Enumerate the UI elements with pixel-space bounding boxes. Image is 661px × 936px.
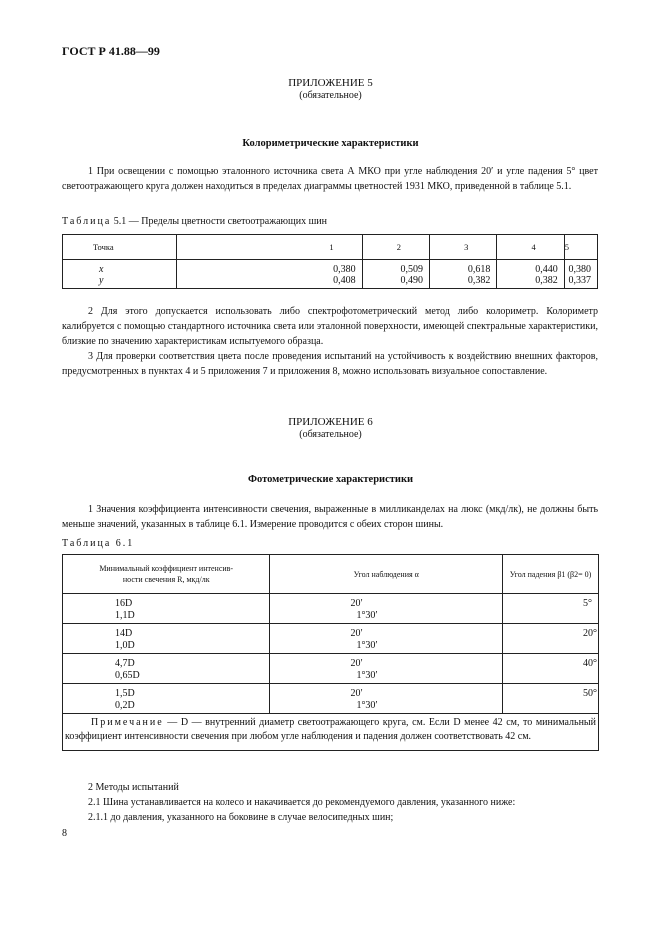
point-3-values: 0,618 0,382: [430, 260, 497, 289]
incidence-angle-cell: 50°: [503, 684, 599, 714]
test-methods-heading: 2 Методы испытаний: [88, 782, 179, 793]
point-header: Точка: [63, 235, 177, 260]
table-row: [63, 260, 598, 289]
point-3-header: 3: [430, 235, 497, 260]
document-code: ГОСТ Р 41.88—99: [62, 44, 160, 58]
incidence-angle-cell: 20°: [503, 624, 599, 654]
appendix5-paragraph-2-3: [62, 304, 598, 379]
test-methods-2-1-1: 2.1.1 до давления, указанного на боковине в случае велосипедных шин;: [88, 812, 394, 823]
point-5-values: 0,380 0,337: [564, 260, 597, 289]
table-5-1-caption: Таблица 5.1 — Пределы цветности светоотражающих шин: [62, 216, 327, 227]
table-row: [63, 654, 599, 684]
observation-angle-cell: 20′ 1°30′: [270, 684, 503, 714]
appendix6-subtitle: (обязательное): [299, 429, 362, 440]
appendix5-subtitle: (обязательное): [299, 90, 362, 101]
appendix5-heading: Колориметрические характеристики: [242, 138, 419, 149]
appendix5-title: ПРИЛОЖЕНИЕ 5: [288, 77, 373, 89]
point-2-header: 2: [362, 235, 429, 260]
point-1-values: 0,380 0,408: [177, 260, 363, 289]
table-note-row: [63, 714, 599, 751]
table-header-row: [63, 235, 598, 260]
photometric-table: [62, 554, 599, 751]
table-note: Примечание — D — внутренний диаметр светоотражающего круга, см. Если D менее 42 см, то минимальный коэффициент интенсивности свечения при любом угле наблюдения и падения должен соответствовать 42 см.: [63, 714, 599, 751]
point-4-values: 0,440 0,382: [497, 260, 564, 289]
page-number: 8: [62, 828, 67, 839]
table-row: [63, 684, 599, 714]
coefficient-cell: 14D 1,0D: [63, 624, 270, 654]
min-coefficient-header: Минимальный коэффициент интенсив- ности свечения R, мкд/лк: [63, 555, 270, 594]
table-row: [63, 624, 599, 654]
observation-angle-cell: 20′ 1°30′: [270, 594, 503, 624]
xy-labels: x y: [63, 260, 177, 289]
incidence-angle-cell: 5°: [503, 594, 599, 624]
point-5-header: 5: [564, 235, 597, 260]
appendix5-paragraph-2: 2 Для этого допускается использовать либо спектрофотометрический метод либо колориметр. Колориметр калибруется с помощью стандартного источника света или эталонной поверхности, имеющей спектральные характеристики, близкие по значению характеристикам испытуемого образца.: [62, 306, 598, 347]
appendix5-paragraph-1: 1 При освещении с помощью эталонного источника света А МКО при угле наблюдения 20′ и угле падения 5° цвет светоотражающего круга должен находиться в пределах диаграммы цветностей 1931 МКО, приведенной в таблице 5.1.: [62, 166, 598, 192]
appendix6-title: ПРИЛОЖЕНИЕ 6: [288, 416, 373, 428]
observation-angle-cell: 20′ 1°30′: [270, 654, 503, 684]
coefficient-cell: 16D 1,1D: [63, 594, 270, 624]
observation-angle-header: Угол наблюдения α: [270, 555, 503, 594]
point-1-header: 1: [177, 235, 363, 260]
test-methods-2-1: 2.1 Шина устанавливается на колесо и накачивается до рекомендуемого давления, указанного ниже:: [88, 797, 516, 808]
point-2-values: 0,509 0,490: [362, 260, 429, 289]
coefficient-cell: 4,7D 0,65D: [63, 654, 270, 684]
appendix5-paragraph-3: 3 Для проверки соответствия цвета после проведения испытаний на устойчивость к воздействию внешних факторов, предусмотренных в пунктах 4 и 5 приложения 7 и приложения 8, можно использовать визуальное сопоставление.: [62, 351, 598, 377]
observation-angle-cell: 20′ 1°30′: [270, 624, 503, 654]
incidence-angle-cell: 40°: [503, 654, 599, 684]
incidence-angle-header: Угол падения β1 (β2= 0): [503, 555, 599, 594]
point-4-header: 4: [497, 235, 564, 260]
appendix6-heading: Фотометрические характеристики: [247, 474, 414, 485]
test-methods: [62, 780, 598, 825]
table-6-1-caption: Таблица 6.1: [62, 538, 135, 549]
coefficient-cell: 1,5D 0,2D: [63, 684, 270, 714]
appendix6-paragraph-1: 1 Значения коэффициента интенсивности свечения, выраженные в милликанделах на люкс (мкд/лк), не должны быть меньше значений, указанных в таблице 6.1. Измерение проводится с обеих сторон шины.: [62, 504, 598, 530]
chromaticity-table: [62, 234, 598, 289]
table-row: [63, 594, 599, 624]
table-header-row: [63, 555, 599, 594]
